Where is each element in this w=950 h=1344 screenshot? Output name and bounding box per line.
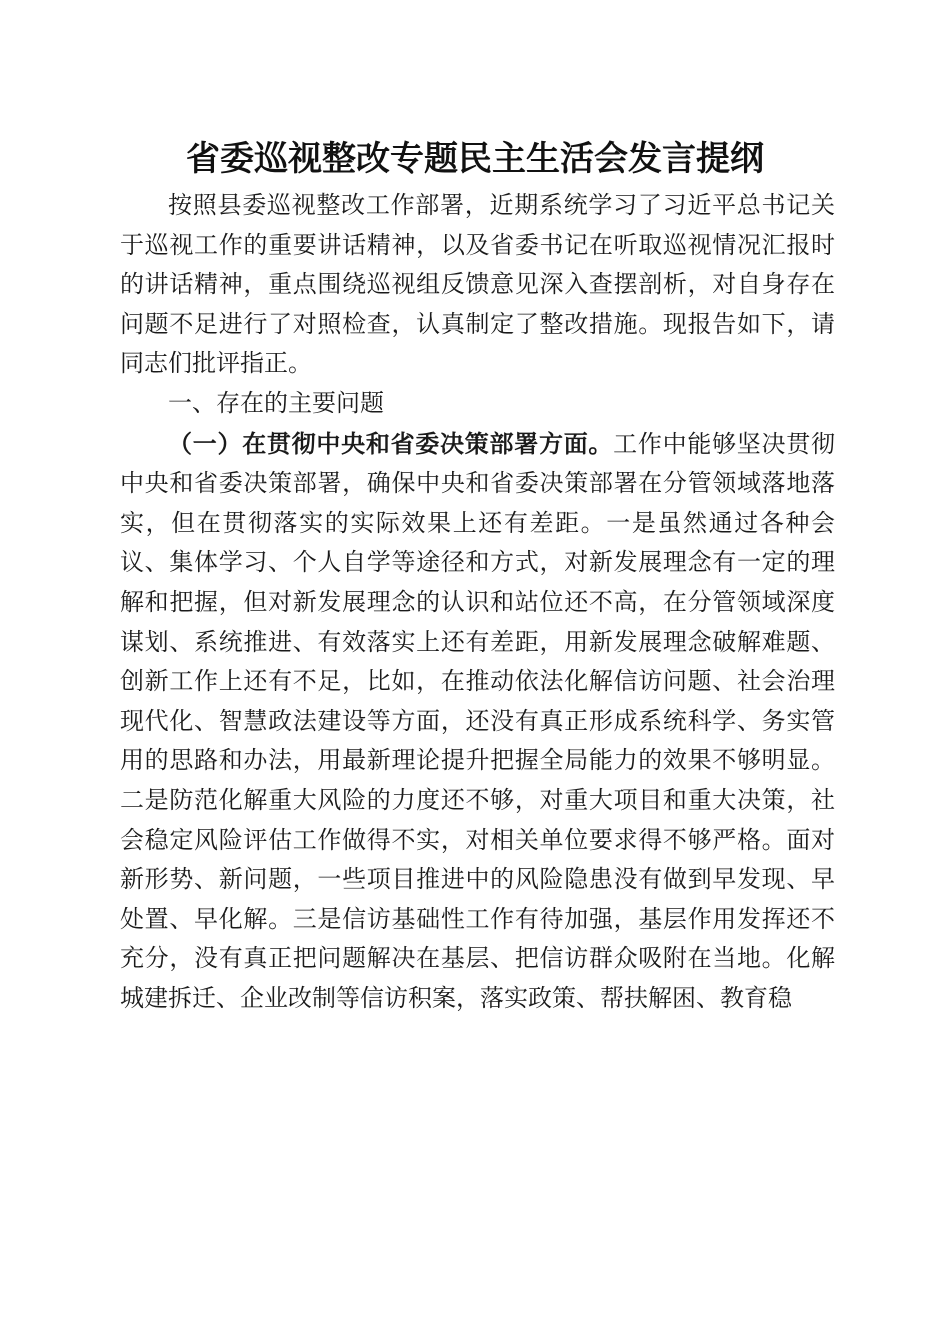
intro-paragraph: 按照县委巡视整改工作部署，近期系统学习了习近平总书记关于巡视工作的重要讲话精神，以及省委书记在听取巡视情况汇报时的讲话精神，重点围绕巡视组反馈意见深入查摆剖析，对自身存在问题不足进行了对照检查，认真制定了整改措施。现报告如下，请同志们批评指正。: [120, 191, 835, 378]
item-lead: （一）在贯彻中央和省委决策部署方面。: [168, 428, 614, 458]
document-title: 省委巡视整改专题民主生活会发言提纲: [186, 139, 764, 179]
document-body: [120, 186, 835, 1018]
section-heading: 一、存在的主要问题: [168, 388, 384, 417]
item-paragraph: [120, 424, 835, 1019]
item-text: 工作中能够坚决贯彻中央和省委决策部署，确保中央和省委决策部署在分管领域落地落实，但在贯彻落实的实际效果上还有差距。一是虽然通过各种会议、集体学习、个人自学等途径和方式，对新发展理念有一定的理解和把握，但对新发展理念的认识和站位还不高，在分管领域深度谋划、系统推进、有效落实上还有差距，用新发展理念破解难题、创新工作上还有不足，比如，在推动依法化解信访问题、社会治理现代化、智慧政法建设等方面，还没有真正形成系统科学、务实管用的思路和办法，用最新理论提升把握全局能力的效果不够明显。二是防范化解重大风险的力度还不够，对重大项目和重大决策，社会稳定风险评估工作做得不实，对相关单位要求得不够严格。面对新形势、新问题，一些项目推进中的风险隐患没有做到早发现、早处置、早化解。三是信访基础性工作有待加强，基层作用发挥还不充分，没有真正把问题解决在基层、把信访群众吸附在当地。化解城建拆迁、企业改制等信访积案，落实政策、帮扶解困、教育稳: [120, 429, 836, 1012]
